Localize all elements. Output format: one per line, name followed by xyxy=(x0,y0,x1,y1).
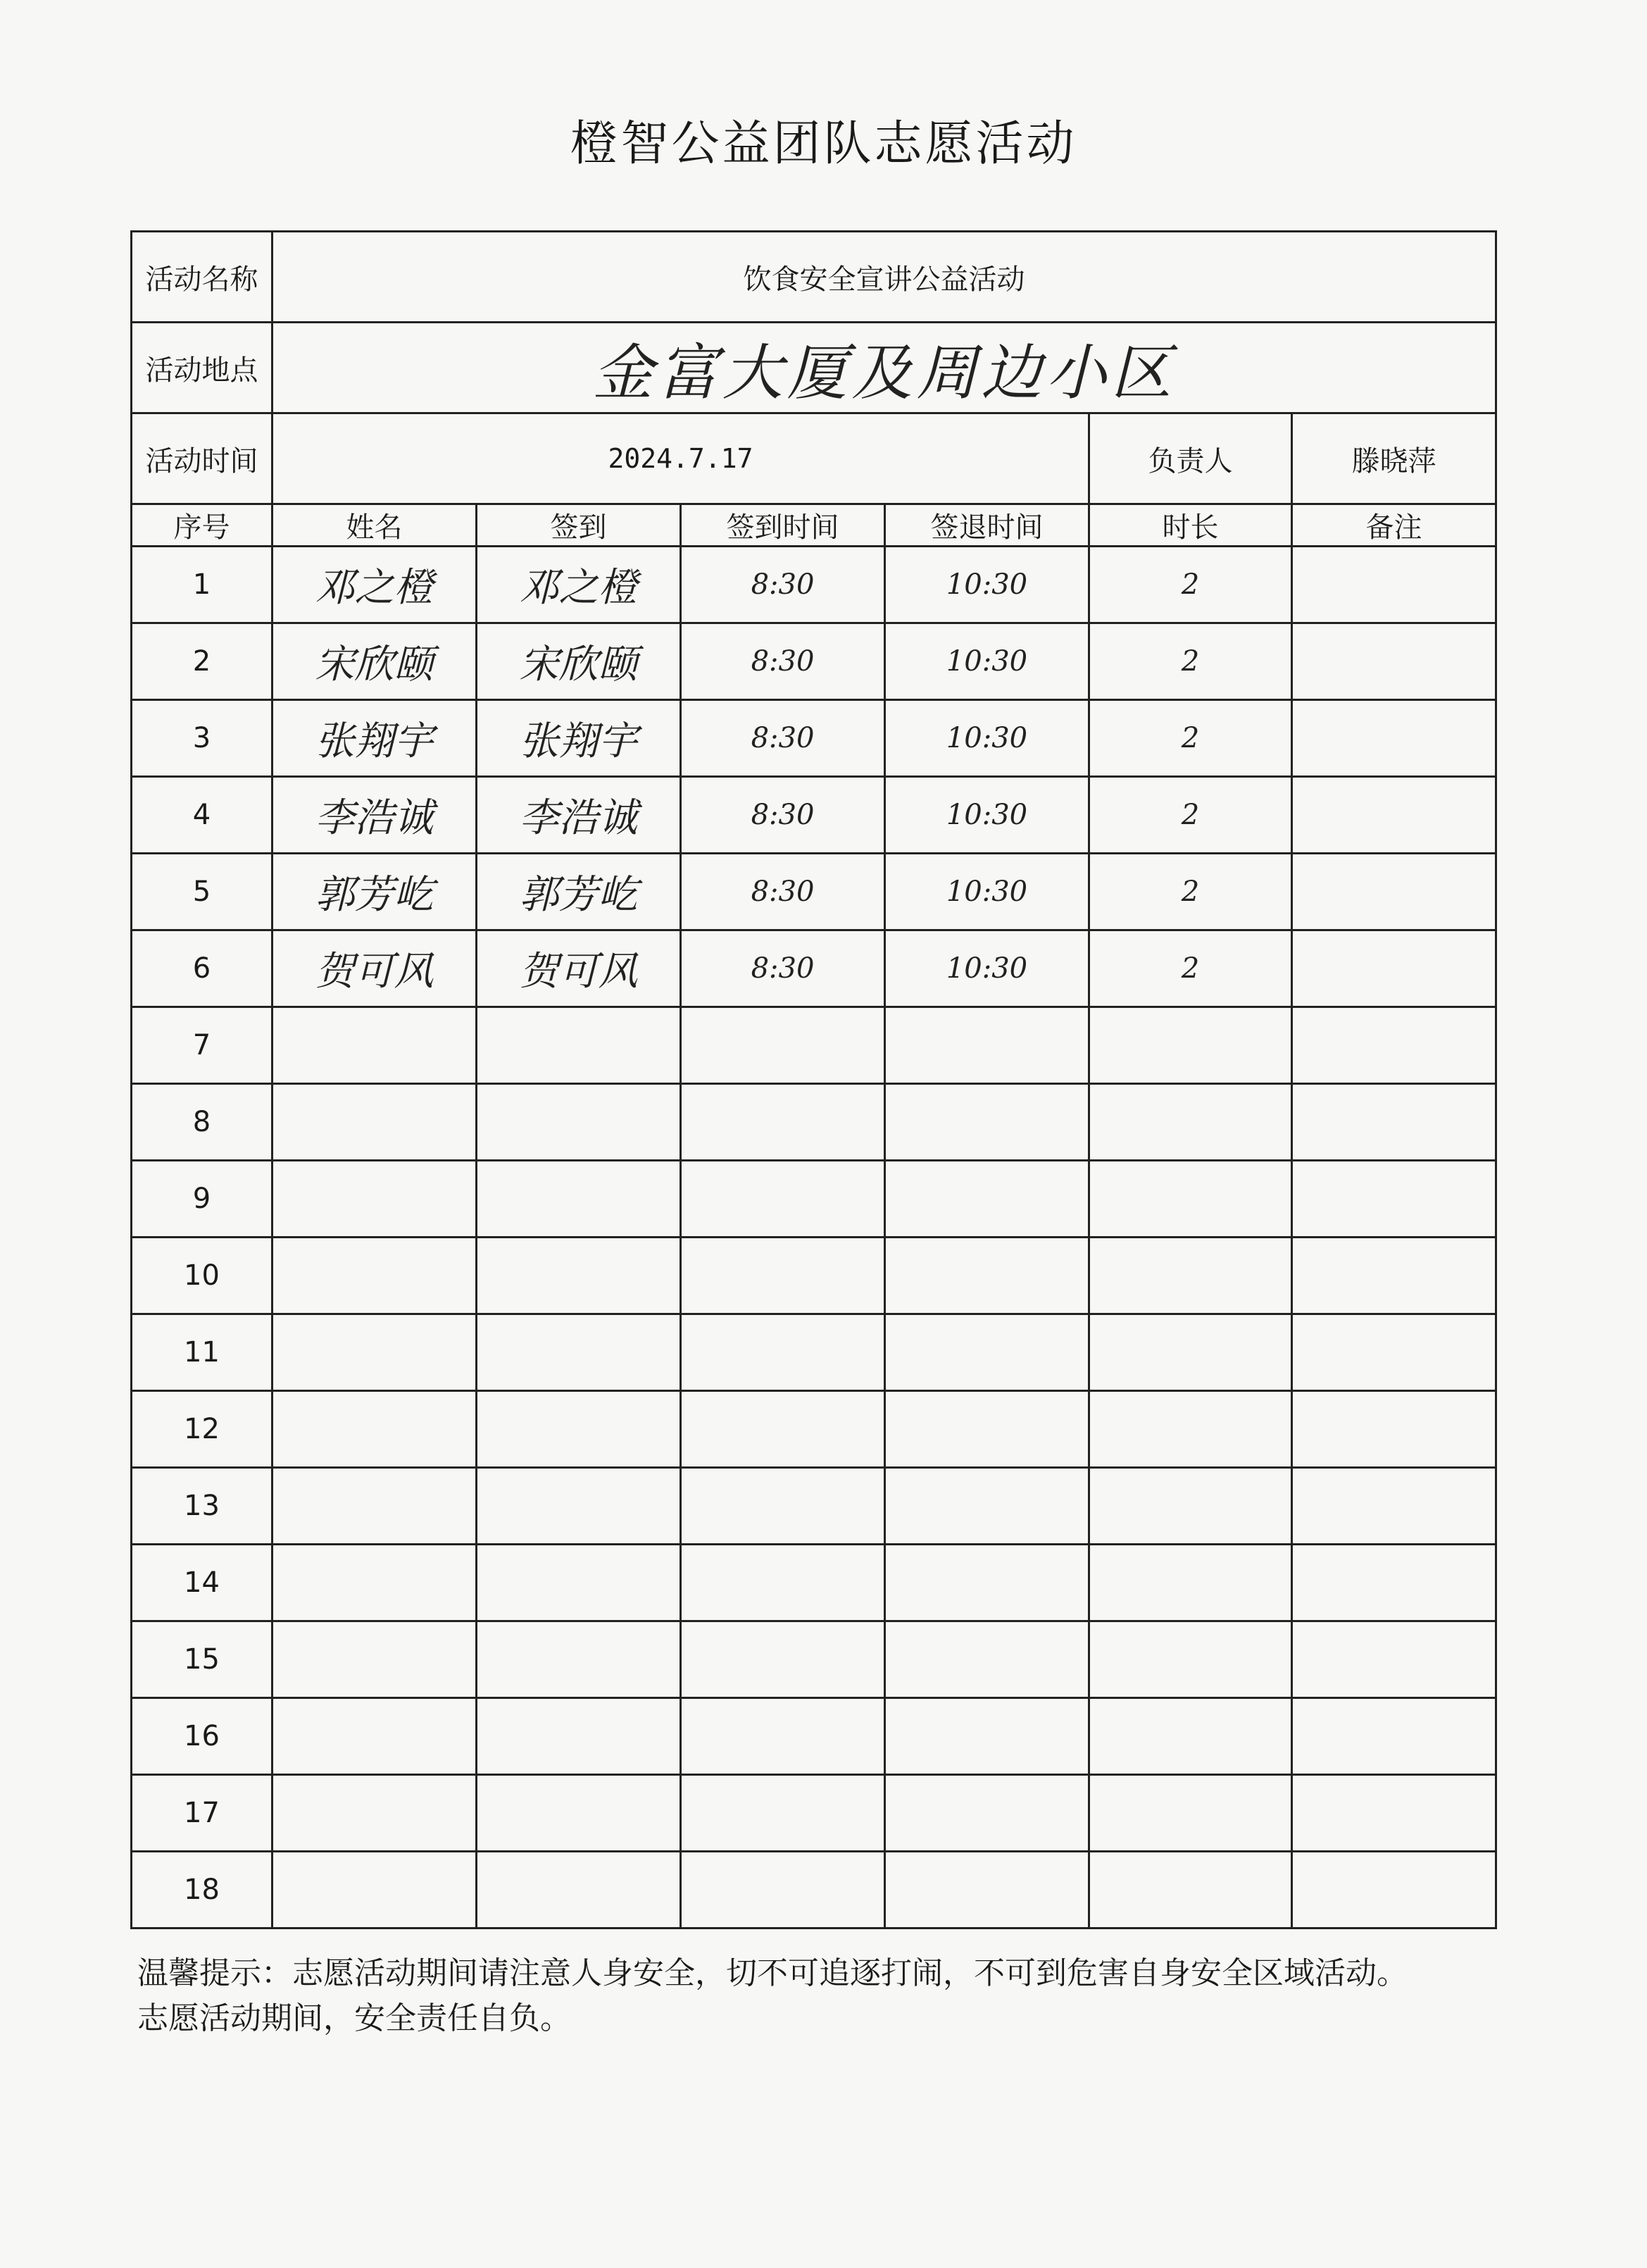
remark xyxy=(1292,1545,1496,1621)
row-number: 12 xyxy=(132,1391,273,1468)
volunteer-name xyxy=(273,1621,477,1698)
row-number: 11 xyxy=(132,1314,273,1391)
duration xyxy=(1089,1775,1292,1852)
remark xyxy=(1292,1468,1496,1545)
sign-out-time: 10:30 xyxy=(885,930,1089,1007)
duration xyxy=(1089,1238,1292,1314)
volunteer-name xyxy=(273,1238,477,1314)
table-row xyxy=(132,1468,1496,1545)
sign-out-time xyxy=(885,1007,1089,1084)
remark xyxy=(1292,1391,1496,1468)
duration xyxy=(1089,1468,1292,1545)
signature xyxy=(477,1007,681,1084)
row-number: 10 xyxy=(132,1238,273,1314)
sign-out-time xyxy=(885,1621,1089,1698)
volunteer-sign-in-table xyxy=(130,230,1497,1929)
row-number: 15 xyxy=(132,1621,273,1698)
signature xyxy=(477,1468,681,1545)
sign-in-time xyxy=(681,1391,885,1468)
signature: 邓之橙 xyxy=(477,547,681,623)
remark xyxy=(1292,547,1496,623)
sign-in-time xyxy=(681,1084,885,1161)
table-row xyxy=(132,1161,1496,1238)
volunteer-name: 宋欣颐 xyxy=(273,623,477,700)
duration: 2 xyxy=(1089,547,1292,623)
name-header: 姓名 xyxy=(273,504,477,547)
duration xyxy=(1089,1852,1292,1929)
remark xyxy=(1292,1007,1496,1084)
duration: 2 xyxy=(1089,700,1292,777)
sign-in-time xyxy=(681,1161,885,1238)
signature xyxy=(477,1161,681,1238)
sign-out-time: 10:30 xyxy=(885,854,1089,930)
volunteer-name xyxy=(273,1852,477,1929)
volunteer-name xyxy=(273,1314,477,1391)
sign-out-time: 10:30 xyxy=(885,777,1089,854)
sign-out-time xyxy=(885,1545,1089,1621)
signature: 郭芳屹 xyxy=(477,854,681,930)
table-row xyxy=(132,1084,1496,1161)
signature xyxy=(477,1698,681,1775)
row-number: 8 xyxy=(132,1084,273,1161)
leader-label: 负责人 xyxy=(1089,413,1292,504)
activity-name-value: 饮食安全宣讲公益活动 xyxy=(273,232,1496,323)
sign-out-time xyxy=(885,1698,1089,1775)
row-number: 3 xyxy=(132,700,273,777)
activity-time-label: 活动时间 xyxy=(132,413,273,504)
hours-header: 时长 xyxy=(1089,504,1292,547)
sign-in-time xyxy=(681,1314,885,1391)
remark xyxy=(1292,1314,1496,1391)
volunteer-name xyxy=(273,1698,477,1775)
row-number: 13 xyxy=(132,1468,273,1545)
duration xyxy=(1089,1545,1292,1621)
table-row xyxy=(132,777,1496,854)
duration xyxy=(1089,1161,1292,1238)
sign-in-time: 8:30 xyxy=(681,854,885,930)
duration xyxy=(1089,1314,1292,1391)
sign-in-time xyxy=(681,1545,885,1621)
table-row xyxy=(132,854,1496,930)
sign-out-time: 10:30 xyxy=(885,547,1089,623)
table-row xyxy=(132,623,1496,700)
sign-header: 签到 xyxy=(477,504,681,547)
signature xyxy=(477,1238,681,1314)
remark xyxy=(1292,1852,1496,1929)
sign-out-time xyxy=(885,1775,1089,1852)
remark xyxy=(1292,1775,1496,1852)
activity-name-row xyxy=(132,232,1496,323)
activity-name-label: 活动名称 xyxy=(132,232,273,323)
activity-place-label: 活动地点 xyxy=(132,323,273,413)
sign-out-time xyxy=(885,1084,1089,1161)
duration: 2 xyxy=(1089,930,1292,1007)
signature: 贺可风 xyxy=(477,930,681,1007)
volunteer-name: 邓之橙 xyxy=(273,547,477,623)
leader-value: 滕晓萍 xyxy=(1292,413,1496,504)
row-number: 18 xyxy=(132,1852,273,1929)
sign-in-time: 8:30 xyxy=(681,547,885,623)
remark xyxy=(1292,700,1496,777)
row-number: 9 xyxy=(132,1161,273,1238)
activity-time-value: 2024.7.17 xyxy=(273,413,1089,504)
remark-header: 备注 xyxy=(1292,504,1496,547)
sign-in-time xyxy=(681,1238,885,1314)
volunteer-name xyxy=(273,1468,477,1545)
row-number: 6 xyxy=(132,930,273,1007)
volunteer-name xyxy=(273,1007,477,1084)
safety-notice-line-1: 温馨提示：志愿活动期间请注意人身安全，切不可追逐打闹，不可到危害自身安全区域活动。 xyxy=(137,1955,1408,1991)
table-row xyxy=(132,1007,1496,1084)
activity-time-row xyxy=(132,413,1496,504)
sign-out-time: 10:30 xyxy=(885,700,1089,777)
sign-in-time xyxy=(681,1698,885,1775)
duration xyxy=(1089,1391,1292,1468)
table-row xyxy=(132,1238,1496,1314)
sign-out-time xyxy=(885,1161,1089,1238)
table-row xyxy=(132,1775,1496,1852)
volunteer-name xyxy=(273,1775,477,1852)
sign-in-time xyxy=(681,1775,885,1852)
signature xyxy=(477,1545,681,1621)
volunteer-name: 张翔宇 xyxy=(273,700,477,777)
activity-place-value: 金富大厦及周边小区 xyxy=(273,323,1496,413)
table-row xyxy=(132,1391,1496,1468)
remark xyxy=(1292,854,1496,930)
table-row xyxy=(132,1698,1496,1775)
table-row xyxy=(132,1545,1496,1621)
row-number: 16 xyxy=(132,1698,273,1775)
signature xyxy=(477,1775,681,1852)
signature: 张翔宇 xyxy=(477,700,681,777)
page-title: 橙智公益团队志愿活动 xyxy=(570,116,1077,172)
remark xyxy=(1292,1621,1496,1698)
activity-place-row xyxy=(132,323,1496,413)
volunteer-name: 郭芳屹 xyxy=(273,854,477,930)
table-row xyxy=(132,1852,1496,1929)
sign-out-time: 10:30 xyxy=(885,623,1089,700)
row-number: 4 xyxy=(132,777,273,854)
volunteer-name: 贺可风 xyxy=(273,930,477,1007)
volunteer-name xyxy=(273,1161,477,1238)
sign-in-time xyxy=(681,1852,885,1929)
row-number: 5 xyxy=(132,854,273,930)
volunteer-name xyxy=(273,1545,477,1621)
remark xyxy=(1292,1161,1496,1238)
column-header-row xyxy=(132,504,1496,547)
sign-in-time xyxy=(681,1007,885,1084)
row-number: 17 xyxy=(132,1775,273,1852)
sign-out-time xyxy=(885,1852,1089,1929)
remark xyxy=(1292,1238,1496,1314)
row-number: 2 xyxy=(132,623,273,700)
sign-out-time xyxy=(885,1468,1089,1545)
signature: 李浩诚 xyxy=(477,777,681,854)
no-header: 序号 xyxy=(132,504,273,547)
signature xyxy=(477,1314,681,1391)
signature xyxy=(477,1852,681,1929)
sign-in-time: 8:30 xyxy=(681,700,885,777)
sign-in-time xyxy=(681,1468,885,1545)
signature xyxy=(477,1621,681,1698)
table-row xyxy=(132,930,1496,1007)
volunteer-name: 李浩诚 xyxy=(273,777,477,854)
duration xyxy=(1089,1007,1292,1084)
sign-in-time xyxy=(681,1621,885,1698)
volunteer-name xyxy=(273,1084,477,1161)
safety-notice xyxy=(137,1951,1510,2041)
duration xyxy=(1089,1084,1292,1161)
sign-in-time-header: 签到时间 xyxy=(681,504,885,547)
table-row xyxy=(132,700,1496,777)
safety-notice-line-2: 志愿活动期间，安全责任自负。 xyxy=(137,2000,571,2036)
remark xyxy=(1292,623,1496,700)
sign-in-time: 8:30 xyxy=(681,930,885,1007)
volunteer-name xyxy=(273,1391,477,1468)
row-number: 14 xyxy=(132,1545,273,1621)
remark xyxy=(1292,930,1496,1007)
table-row xyxy=(132,1314,1496,1391)
remark xyxy=(1292,1698,1496,1775)
sign-in-time: 8:30 xyxy=(681,623,885,700)
signature xyxy=(477,1084,681,1161)
row-number: 7 xyxy=(132,1007,273,1084)
remark xyxy=(1292,777,1496,854)
table-row xyxy=(132,1621,1496,1698)
signature xyxy=(477,1391,681,1468)
table-row xyxy=(132,547,1496,623)
duration xyxy=(1089,1621,1292,1698)
duration: 2 xyxy=(1089,777,1292,854)
sign-out-time xyxy=(885,1391,1089,1468)
signature: 宋欣颐 xyxy=(477,623,681,700)
duration: 2 xyxy=(1089,623,1292,700)
sign-out-time xyxy=(885,1238,1089,1314)
duration xyxy=(1089,1698,1292,1775)
sign-out-time xyxy=(885,1314,1089,1391)
row-number: 1 xyxy=(132,547,273,623)
sign-out-time-header: 签退时间 xyxy=(885,504,1089,547)
sign-in-time: 8:30 xyxy=(681,777,885,854)
duration: 2 xyxy=(1089,854,1292,930)
remark xyxy=(1292,1084,1496,1161)
